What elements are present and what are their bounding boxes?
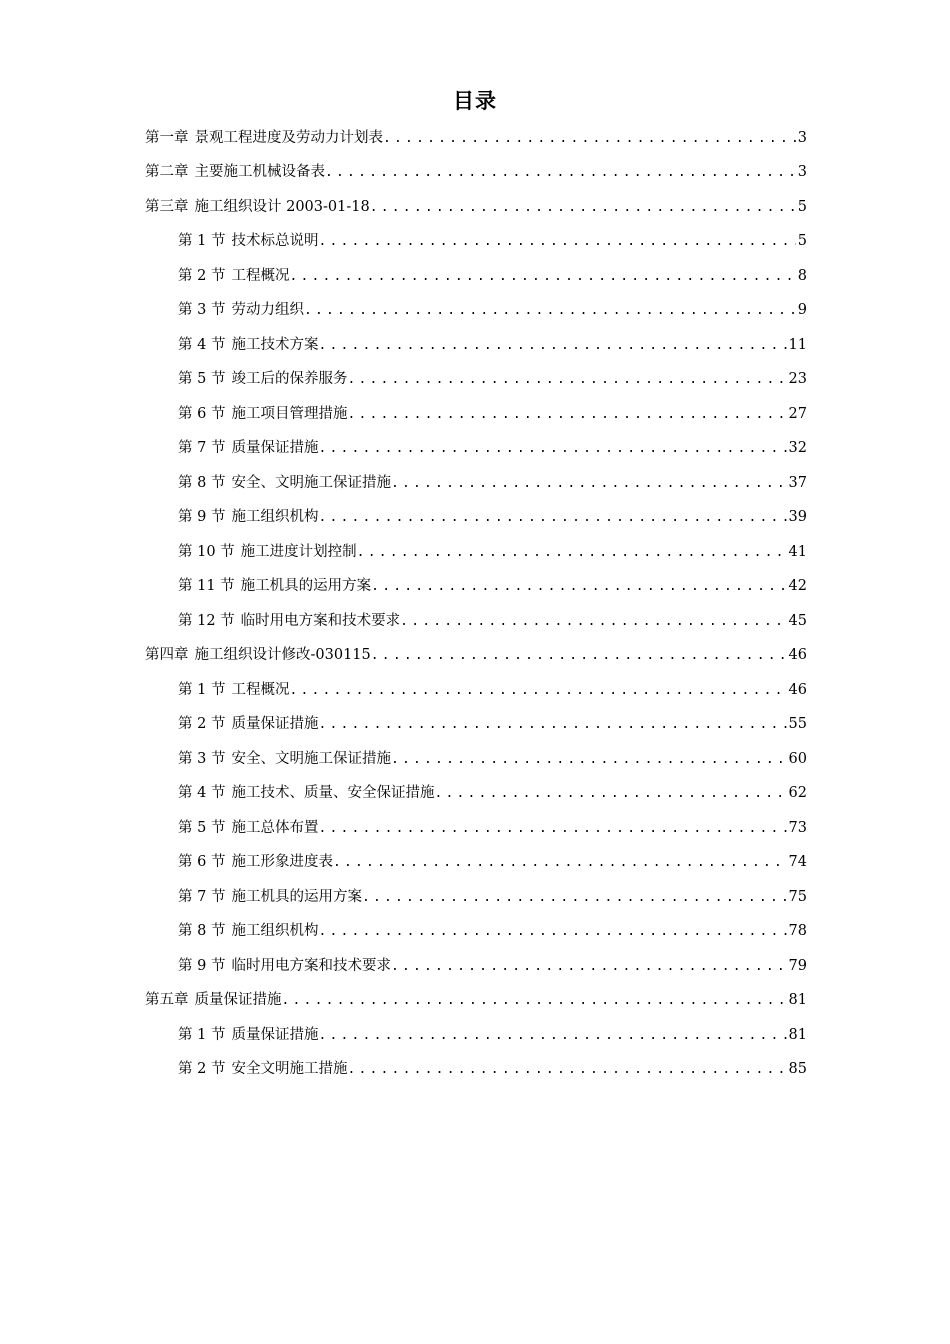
- toc-entry-number: 第 11 节: [178, 578, 235, 594]
- toc-entry-label: [145, 162, 325, 182]
- page-title: 目录: [453, 89, 497, 113]
- toc-entry-label: [178, 921, 318, 941]
- toc-section-entry[interactable]: [0, 225, 950, 259]
- toc-entry-title: 施工组织机构: [231, 923, 319, 939]
- toc-entry-page-number: 78: [788, 923, 807, 939]
- toc-entry-label: [178, 749, 391, 769]
- toc-entry-number: 第 7 节: [178, 440, 226, 456]
- dot-leader: [304, 301, 796, 321]
- toc-entry-page-number: 42: [788, 578, 807, 594]
- toc-chapter-entry[interactable]: [0, 639, 950, 673]
- toc-chapter-entry[interactable]: [0, 190, 950, 224]
- toc-section-entry[interactable]: [0, 673, 950, 707]
- toc-entry-number: 第二章: [145, 164, 189, 180]
- toc-entry-label: [178, 335, 318, 355]
- toc-entry-page-number: 85: [788, 1061, 807, 1077]
- toc-entry-number: 第一章: [145, 129, 189, 146]
- dot-leader: [289, 681, 786, 701]
- toc-entry-title: 质量保证措施: [231, 1026, 319, 1043]
- toc-entry-title: 主要施工机械设备表: [194, 164, 325, 180]
- toc-entry-line: [178, 749, 807, 770]
- toc-section-entry[interactable]: [0, 535, 950, 569]
- dot-leader: [357, 543, 787, 563]
- toc-entry-number: 第四章: [145, 647, 189, 663]
- toc-entry-page-number: 60: [788, 750, 807, 767]
- toc-entry-line: [178, 887, 807, 908]
- toc-section-entry[interactable]: [0, 915, 950, 949]
- toc-entry-page-number: 8: [797, 267, 807, 284]
- toc-entry-line: [178, 266, 807, 287]
- toc-entry-title: 施工组织设计 2003-01-18: [194, 198, 370, 215]
- toc-section-entry[interactable]: [0, 570, 950, 604]
- dot-leader: [434, 784, 786, 804]
- toc-entry-number: 第 2 节: [178, 267, 226, 284]
- toc-entry-title: 技术标总说明: [231, 233, 319, 249]
- toc-entry-title: 施工形象进度表: [231, 854, 333, 870]
- dot-leader: [347, 1060, 786, 1080]
- toc-entry-line: [178, 1025, 807, 1046]
- toc-chapter-entry[interactable]: [0, 156, 950, 190]
- toc-entry-page-number: 23: [788, 371, 807, 387]
- toc-entry-page-number: 27: [788, 405, 807, 422]
- toc-entry-line: [178, 714, 807, 735]
- toc-entry-label: [178, 1025, 318, 1045]
- toc-entry-label: [145, 990, 282, 1010]
- toc-entry-page-number: 81: [788, 1026, 807, 1043]
- toc-entry-page-number: 46: [788, 681, 807, 698]
- toc-entry-page-number: 81: [788, 992, 807, 1008]
- toc-entry-page-number: 62: [788, 785, 807, 801]
- dot-leader: [347, 405, 786, 425]
- toc-chapter-entry[interactable]: [0, 121, 950, 155]
- toc-entry-title: 工程概况: [231, 267, 290, 284]
- toc-section-entry[interactable]: [0, 949, 950, 983]
- dot-leader: [391, 474, 787, 494]
- toc-entry-line: [178, 473, 807, 494]
- toc-entry-line: [178, 438, 807, 459]
- dot-leader: [383, 129, 796, 149]
- toc-entry-line: [178, 611, 807, 632]
- toc-section-entry[interactable]: [0, 397, 950, 431]
- toc-entry-number: 第 9 节: [178, 509, 226, 525]
- toc-section-entry[interactable]: [0, 846, 950, 880]
- toc-entry-number: 第 4 节: [178, 785, 226, 801]
- toc-entry-label: [178, 404, 347, 424]
- toc-entry-page-number: 37: [788, 474, 807, 491]
- toc-entry-number: 第 10 节: [178, 543, 235, 560]
- dot-leader: [282, 991, 787, 1011]
- toc-entry-line: [178, 231, 807, 252]
- toc-entry-title: 景观工程进度及劳动力计划表: [194, 129, 383, 146]
- toc-entry-number: 第五章: [145, 992, 189, 1008]
- toc-entry-page-number: 41: [788, 543, 807, 560]
- toc-entry-label: [178, 300, 304, 320]
- toc-section-entry[interactable]: [0, 604, 950, 638]
- toc-entry-title: 安全、文明施工保证措施: [231, 474, 391, 491]
- dot-leader: [318, 715, 786, 735]
- dot-leader: [318, 336, 786, 356]
- toc-section-entry[interactable]: [0, 328, 950, 362]
- toc-entry-number: 第 2 节: [178, 716, 226, 732]
- toc-section-entry[interactable]: [0, 777, 950, 811]
- toc-entry-title: 施工组织设计修改-030115: [194, 647, 371, 663]
- dot-leader: [362, 888, 787, 908]
- toc-entry-label: [178, 369, 347, 389]
- toc-entry-number: 第三章: [145, 198, 189, 215]
- toc-entry-page-number: 9: [797, 302, 807, 318]
- toc-section-entry[interactable]: [0, 294, 950, 328]
- toc-entry-line: [145, 197, 807, 218]
- toc-entry-label: [178, 956, 391, 976]
- toc-entry-page-number: 3: [797, 164, 807, 180]
- toc-entry-title: 竣工后的保养服务: [231, 371, 348, 387]
- toc-entry-line: [178, 542, 807, 563]
- dot-leader: [391, 750, 787, 770]
- toc-entry-page-number: 74: [788, 854, 807, 870]
- toc-entry-title: 施工总体布置: [231, 819, 319, 836]
- toc-entry-label: [178, 818, 318, 838]
- dot-leader: [318, 922, 786, 942]
- toc-entry-line: [178, 956, 807, 977]
- toc-entry-label: [178, 852, 333, 872]
- toc-entry-label: [178, 507, 318, 527]
- toc-section-entry[interactable]: [0, 501, 950, 535]
- toc-entry-title: 临时用电方案和技术要求: [240, 612, 401, 629]
- toc-entry-line: [178, 680, 807, 701]
- toc-entry-title: 劳动力组织: [231, 302, 304, 318]
- toc-entry-line: [145, 162, 807, 183]
- dot-leader: [371, 577, 786, 597]
- toc-entry-label: [178, 783, 434, 803]
- toc-entry-title: 临时用电方案和技术要求: [231, 957, 391, 974]
- toc-entry-line: [145, 990, 807, 1011]
- dot-leader: [333, 853, 787, 873]
- toc-entry-number: 第 8 节: [178, 923, 226, 939]
- toc-entry-label: [178, 680, 289, 700]
- dot-leader: [318, 232, 795, 252]
- toc-entry-label: [145, 197, 370, 217]
- toc-section-entry[interactable]: [0, 432, 950, 466]
- toc-entry-number: 第 1 节: [178, 1026, 226, 1043]
- toc-entry-label: [178, 887, 362, 907]
- toc-entry-label: [145, 128, 383, 148]
- toc-entry-line: [178, 507, 807, 528]
- toc-entry-page-number: 45: [788, 612, 807, 629]
- toc-section-entry[interactable]: [0, 811, 950, 845]
- dot-leader: [400, 612, 786, 632]
- toc-section-entry[interactable]: [0, 1018, 950, 1052]
- dot-leader: [391, 957, 787, 977]
- toc-section-entry[interactable]: [0, 708, 950, 742]
- toc-entry-line: [178, 852, 807, 873]
- dot-leader: [318, 439, 786, 459]
- toc-entry-number: 第 8 节: [178, 474, 226, 491]
- toc-entry-label: [178, 542, 357, 562]
- toc-entry-page-number: 75: [788, 888, 807, 905]
- toc-entry-page-number: 5: [797, 198, 807, 215]
- toc-entry-number: 第 3 节: [178, 750, 226, 767]
- toc-entry-line: [178, 1059, 807, 1080]
- toc-entry-title: 施工项目管理措施: [231, 405, 348, 422]
- toc-entry-page-number: 32: [788, 440, 807, 456]
- toc-entry-line: [178, 369, 807, 390]
- toc-entry-line: [178, 300, 807, 321]
- dot-leader: [289, 267, 795, 287]
- toc-entry-title: 施工组织机构: [231, 509, 319, 525]
- dot-leader: [325, 163, 796, 183]
- toc-entry-title: 安全、文明施工保证措施: [231, 750, 391, 767]
- dot-leader: [318, 508, 786, 528]
- toc-entry-page-number: 79: [788, 957, 807, 974]
- toc-entry-line: [178, 404, 807, 425]
- toc-entry-line: [178, 576, 807, 597]
- toc-entry-number: 第 9 节: [178, 957, 226, 974]
- toc-section-entry[interactable]: [0, 466, 950, 500]
- toc-entry-number: 第 12 节: [178, 612, 235, 629]
- toc-section-entry[interactable]: [0, 1053, 950, 1087]
- toc-entry-line: [178, 335, 807, 356]
- toc-entry-number: 第 2 节: [178, 1061, 226, 1077]
- toc-entry-label: [178, 576, 371, 596]
- toc-entry-number: 第 1 节: [178, 233, 226, 249]
- toc-entry-page-number: 73: [788, 819, 807, 836]
- toc-entry-line: [145, 645, 807, 666]
- toc-entry-label: [178, 231, 318, 251]
- toc-entry-number: 第 3 节: [178, 302, 226, 318]
- toc-section-entry[interactable]: [0, 742, 950, 776]
- toc-entry-number: 第 4 节: [178, 336, 226, 353]
- toc-section-entry[interactable]: [0, 363, 950, 397]
- toc-entry-number: 第 5 节: [178, 819, 226, 836]
- toc-entry-label: [178, 266, 289, 286]
- toc-entry-number: 第 6 节: [178, 405, 226, 422]
- toc-entry-page-number: 11: [788, 336, 807, 353]
- toc-entry-number: 第 6 节: [178, 854, 226, 870]
- toc-entry-number: 第 7 节: [178, 888, 226, 905]
- toc-entry-title: 施工机具的运用方案: [240, 578, 372, 594]
- toc-entry-label: [178, 1059, 347, 1079]
- toc-entry-page-number: 39: [788, 509, 807, 525]
- toc-section-entry[interactable]: [0, 259, 950, 293]
- toc-entry-line: [178, 818, 807, 839]
- dot-leader: [347, 370, 786, 390]
- toc-entry-page-number: 55: [788, 716, 807, 732]
- toc-chapter-entry[interactable]: [0, 984, 950, 1018]
- toc-entry-title: 质量保证措施: [231, 716, 319, 732]
- toc-entry-title: 安全文明施工措施: [231, 1061, 348, 1077]
- toc-entry-label: [178, 473, 391, 493]
- dot-leader: [370, 198, 796, 218]
- toc-entry-title: 施工进度计划控制: [240, 543, 357, 560]
- toc-entry-line: [178, 783, 807, 804]
- toc-entry-label: [178, 611, 400, 631]
- toc-entry-line: [178, 921, 807, 942]
- dot-leader: [318, 1026, 786, 1046]
- dot-leader: [371, 646, 787, 666]
- toc-entry-number: 第 1 节: [178, 681, 226, 698]
- toc-entry-label: [145, 645, 371, 665]
- toc-entry-page-number: 5: [797, 233, 807, 249]
- toc-entry-title: 施工技术方案: [231, 336, 319, 353]
- dot-leader: [318, 819, 786, 839]
- toc-entry-page-number: 46: [788, 647, 807, 663]
- toc-entry-title: 质量保证措施: [194, 992, 282, 1008]
- toc-entry-label: [178, 714, 318, 734]
- toc-entry-title: 施工机具的运用方案: [231, 888, 362, 905]
- toc-section-entry[interactable]: [0, 880, 950, 914]
- toc-entry-title: 施工技术、质量、安全保证措施: [231, 785, 435, 801]
- toc-entry-page-number: 3: [797, 129, 807, 146]
- toc-entry-line: [145, 128, 807, 149]
- toc-entry-number: 第 5 节: [178, 371, 226, 387]
- toc-entry-title: 工程概况: [231, 681, 290, 698]
- toc-entry-label: [178, 438, 318, 458]
- toc-entry-title: 质量保证措施: [231, 440, 319, 456]
